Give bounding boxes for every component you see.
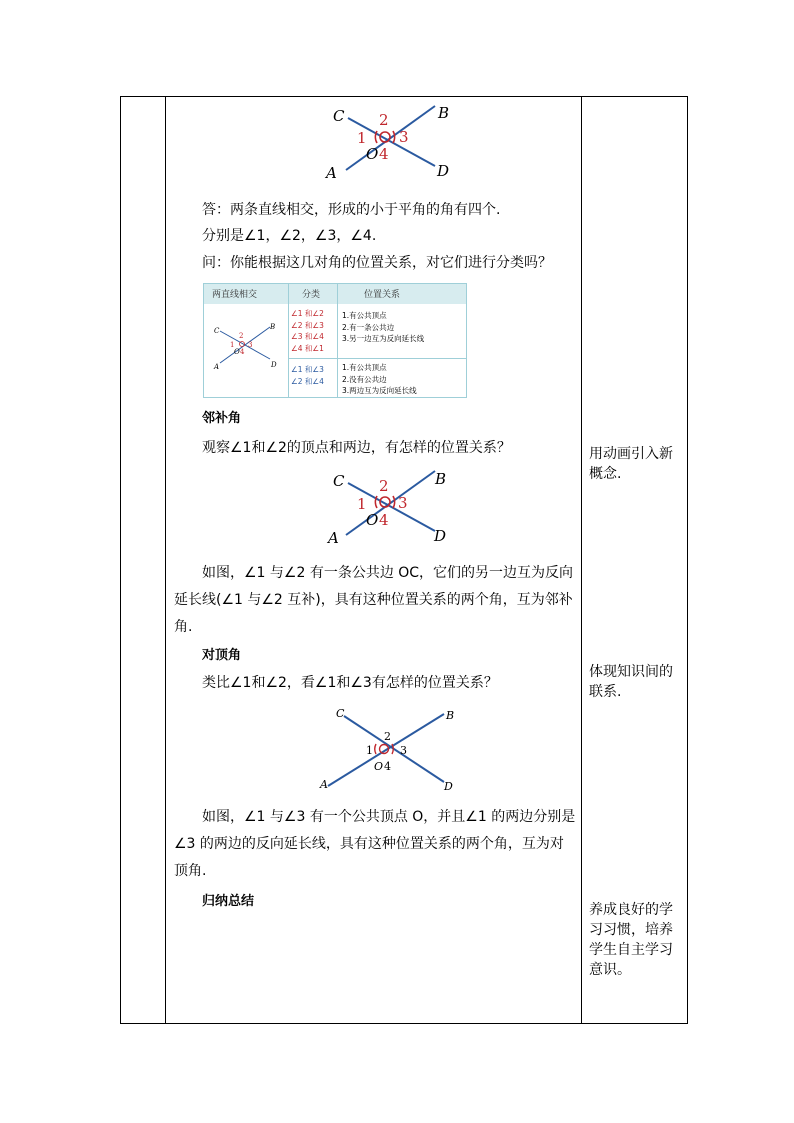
mini-label-b: B	[270, 323, 276, 331]
note2-line-1: 体现知识间的	[589, 664, 673, 680]
mini-label-a: A	[214, 363, 220, 369]
adjacent-line-2: 延长线(∠1 与∠2 互补)，具有这种位置关系的两个角，互为邻补	[174, 592, 573, 608]
line-ab	[328, 714, 444, 786]
note3-line-1: 养成良好的学	[589, 902, 673, 918]
mini-line-cd	[220, 331, 270, 359]
classification-table	[203, 283, 467, 398]
pair-2-3: ∠2 和∠3	[291, 320, 324, 330]
relation-group-2	[342, 362, 417, 397]
label-c: C	[333, 107, 345, 125]
angle-label-2: 2	[384, 730, 391, 743]
label-d: D	[437, 162, 450, 180]
pair-1-3: ∠1 和∠3	[291, 365, 324, 374]
note2-line-2: 联系.	[589, 684, 622, 700]
angle-label-3: 3	[399, 128, 409, 146]
label-d: D	[434, 527, 447, 545]
pair-4-1: ∠4 和∠1	[291, 343, 324, 353]
pair-group-1	[291, 308, 324, 354]
table-divider-right	[581, 96, 582, 1024]
pair-group-2	[291, 364, 324, 387]
col-divider-1	[288, 284, 289, 397]
mini-angle-3: 3	[248, 341, 253, 349]
angle-arc-3	[392, 744, 393, 754]
note-habits	[589, 900, 685, 980]
label-o: O	[374, 760, 384, 773]
relation-2-3: 3.两边互为反向延长线	[342, 386, 417, 395]
pair-2-4: ∠2 和∠4	[291, 376, 324, 386]
vertical-line-3: 顶角.	[174, 863, 207, 879]
label-b: B	[438, 104, 450, 122]
mini-angle-2: 2	[239, 332, 244, 340]
relation-1-3: 3.另一边互为反向延长线	[342, 334, 425, 343]
angle-label-3: 3	[400, 744, 407, 757]
angle-label-1: 1	[357, 495, 367, 513]
heading-summary: 归纳总结	[202, 894, 255, 909]
mini-angle-1: 1	[230, 341, 235, 349]
line-cd	[344, 716, 444, 782]
label-b: B	[446, 709, 455, 722]
row-divider	[288, 358, 466, 359]
vertical-line-2: ∠3 的两边的反向延长线，具有这种位置关系的两个角，互为对	[174, 836, 564, 852]
label-b: B	[435, 470, 447, 488]
intersecting-lines-diagram-2	[320, 465, 460, 547]
angle-arc-1	[375, 744, 376, 754]
angle-label-4: 4	[379, 145, 389, 163]
relation-2-2: 2.没有公共边	[342, 374, 387, 384]
mini-label-o: O	[234, 348, 240, 356]
angle-label-2: 2	[379, 111, 389, 129]
relation-1-1: 1.有公共顶点	[342, 311, 387, 320]
note3-line-2: 习习惯，培养	[589, 922, 673, 938]
table-divider-left	[165, 96, 166, 1024]
answer-text: 答：两条直线相交，形成的小于平角的角有四个.	[202, 202, 501, 218]
intersecting-lines-diagram-3	[316, 704, 466, 794]
angle-arc-1	[375, 131, 377, 143]
pair-1-2: ∠1 和∠2	[291, 309, 324, 318]
vertical-question: 类比∠1和∠2，看∠1和∠3有怎样的位置关系？	[202, 675, 498, 691]
label-c: C	[333, 472, 345, 490]
angle-label-3: 3	[398, 494, 408, 512]
adjacent-line-1: 如图，∠1 与∠2 有一条公共边 OC，它们的另一边互为反向	[202, 565, 574, 581]
header-category: 分类	[302, 290, 321, 300]
pair-3-4: ∠3 和∠4	[291, 332, 324, 341]
angle-label-4: 4	[384, 760, 391, 773]
angle-label-1: 1	[357, 129, 367, 147]
heading-adjacent-supplementary: 邻补角	[202, 411, 242, 426]
label-o: O	[366, 511, 379, 529]
adjacent-explanation	[174, 560, 576, 641]
note-animation	[589, 444, 685, 484]
header-intersect: 两直线相交	[212, 290, 258, 300]
col-divider-2	[337, 284, 338, 397]
angle-label-1: 1	[366, 744, 373, 757]
label-a: A	[320, 778, 328, 791]
vertical-line-1: 如图，∠1 与∠3 有一个公共顶点 O，并且∠1 的两边分别是	[202, 809, 576, 825]
mini-label-d: D	[271, 361, 277, 369]
label-a: A	[328, 529, 339, 547]
mini-angle-4: 4	[240, 348, 245, 356]
relation-2-1: 1.有公共顶点	[342, 363, 387, 372]
intersecting-lines-diagram-1	[320, 100, 460, 182]
note1-line-1: 用动画引入新	[589, 446, 673, 462]
classify-question: 问：你能根据这几对角的位置关系，对它们进行分类吗？	[202, 255, 552, 271]
angle-label-4: 4	[379, 511, 389, 529]
note-connection	[589, 662, 685, 702]
label-d: D	[444, 780, 453, 793]
note3-line-3: 学生自主学习	[589, 942, 673, 958]
relation-group-1	[342, 310, 424, 345]
mini-label-c: C	[214, 327, 220, 335]
relation-1-2: 2.有一条公共边	[342, 322, 395, 332]
label-c: C	[336, 707, 345, 720]
note1-line-2: 概念.	[589, 466, 622, 482]
note3-line-4: 意识。	[589, 962, 631, 978]
adjacent-question: 观察∠1和∠2的顶点和两边，有怎样的位置关系？	[202, 440, 511, 456]
angle-arc-1	[375, 496, 377, 508]
label-a: A	[326, 164, 337, 182]
heading-vertical-angles: 对顶角	[202, 648, 242, 663]
mini-diagram	[210, 319, 284, 369]
vertical-explanation	[174, 804, 576, 885]
angle-list-text: 分别是∠1，∠2，∠3，∠4.	[202, 228, 377, 244]
adjacent-line-3: 角.	[174, 619, 193, 635]
header-relation: 位置关系	[364, 290, 401, 300]
angle-label-2: 2	[379, 477, 389, 495]
label-o: O	[366, 145, 379, 163]
